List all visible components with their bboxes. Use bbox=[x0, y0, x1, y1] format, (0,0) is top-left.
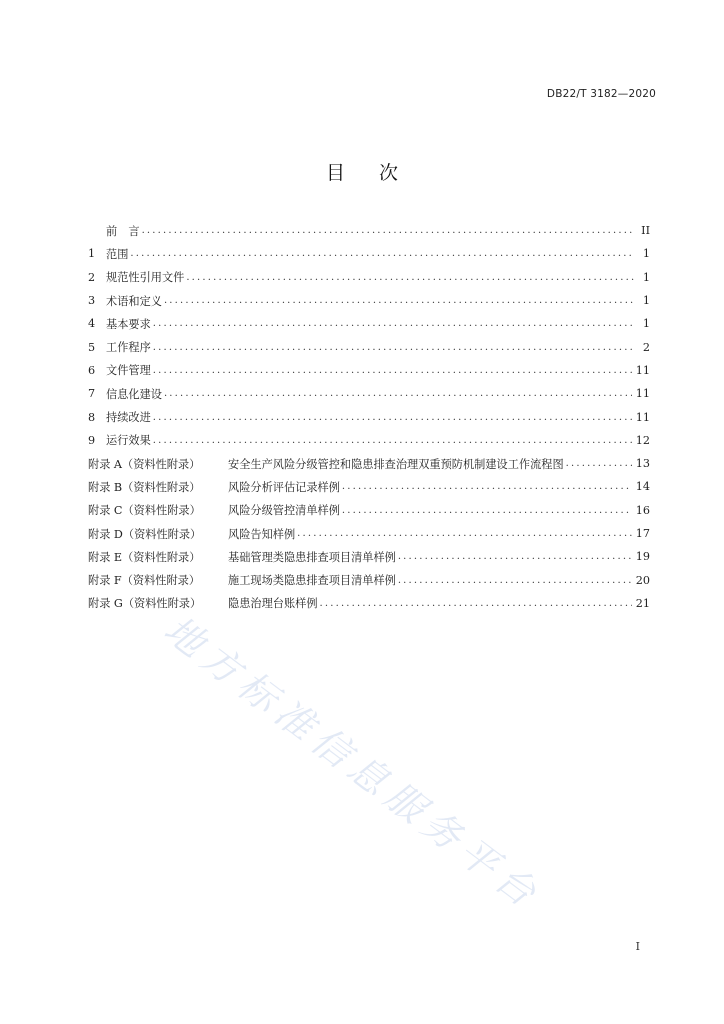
toc-leader-dots bbox=[320, 598, 632, 609]
toc-entry[interactable] bbox=[88, 568, 650, 591]
toc-entry-page: 1 bbox=[642, 270, 650, 284]
toc-entry-label: 风险分级管控清单样例 bbox=[228, 504, 340, 518]
toc-leader-dots bbox=[164, 295, 634, 306]
toc-entry[interactable] bbox=[88, 592, 650, 615]
toc-entry-label: 规范性引用文件 bbox=[106, 271, 185, 285]
toc-leader-dots bbox=[153, 318, 634, 329]
toc-title bbox=[0, 158, 724, 185]
page-number: I bbox=[635, 940, 640, 953]
toc-entry[interactable] bbox=[88, 429, 650, 452]
toc-entry-page: 2 bbox=[642, 340, 650, 354]
toc-leader-dots bbox=[153, 365, 632, 376]
toc-entry-page: 14 bbox=[635, 480, 650, 494]
toc-appendix-prefix: 附录 A（资料性附录） bbox=[88, 457, 201, 471]
toc-appendix-prefix: 附录 E（资料性附录） bbox=[88, 550, 201, 564]
toc-entry-number: 5 bbox=[88, 340, 96, 354]
toc-leader-dots bbox=[398, 551, 632, 562]
toc-entry[interactable] bbox=[88, 266, 650, 289]
toc-entry-page: 11 bbox=[635, 387, 650, 401]
toc-leader-dots bbox=[153, 435, 632, 446]
toc-entry-number: 1 bbox=[88, 247, 96, 261]
toc-entry-page: 13 bbox=[635, 457, 650, 471]
toc-entry-number: 6 bbox=[88, 363, 96, 377]
toc-leader-dots bbox=[186, 272, 634, 283]
toc-entry-label: 术语和定义 bbox=[106, 294, 162, 308]
toc-leader-dots bbox=[342, 481, 632, 492]
document-code: DB22/T 3182—2020 bbox=[546, 88, 656, 100]
toc-entry-label: 前 言 bbox=[106, 224, 140, 238]
toc-entry-label: 持续改进 bbox=[106, 411, 151, 425]
toc-leader-dots bbox=[342, 505, 632, 516]
toc-leader-dots bbox=[398, 575, 632, 586]
toc-entry-page: 1 bbox=[642, 294, 650, 308]
toc-entry[interactable] bbox=[88, 499, 650, 522]
toc-appendix-prefix: 附录 F（资料性附录） bbox=[88, 574, 201, 588]
toc-entry-label: 信息化建设 bbox=[106, 387, 162, 401]
toc-leader-dots bbox=[153, 342, 634, 353]
toc-entry-page: 1 bbox=[642, 247, 650, 261]
toc-entry[interactable] bbox=[88, 289, 650, 312]
toc-entry-page: 12 bbox=[635, 433, 650, 447]
toc-entry-label: 基本要求 bbox=[106, 317, 151, 331]
watermark: 地方标准信息服务平台 bbox=[156, 607, 550, 920]
toc-appendix-prefix: 附录 C（资料性附录） bbox=[88, 504, 201, 518]
toc-entry[interactable] bbox=[88, 545, 650, 568]
toc-entry-page: 21 bbox=[635, 596, 650, 610]
toc-entry-label: 风险告知样例 bbox=[228, 527, 296, 541]
toc-entry[interactable] bbox=[88, 219, 650, 242]
toc-entry-number: 9 bbox=[88, 433, 96, 447]
toc-entry[interactable] bbox=[88, 405, 650, 428]
toc-leader-dots bbox=[153, 412, 632, 423]
toc-entry-page: 11 bbox=[635, 410, 650, 424]
toc-title-char-1: 目 bbox=[325, 162, 345, 184]
table-of-contents bbox=[88, 219, 650, 615]
toc-leader-dots bbox=[297, 528, 632, 539]
toc-entry-number: 4 bbox=[88, 317, 96, 331]
toc-entry-number: 8 bbox=[88, 410, 96, 424]
toc-entry-page: 11 bbox=[635, 363, 650, 377]
toc-entry-label: 隐患治理台账样例 bbox=[228, 597, 318, 611]
toc-entry[interactable] bbox=[88, 312, 650, 335]
toc-entry-label: 运行效果 bbox=[106, 434, 151, 448]
toc-entry-label: 安全生产风险分级管控和隐患排查治理双重预防机制建设工作流程图 bbox=[228, 457, 564, 471]
toc-entry[interactable] bbox=[88, 359, 650, 382]
toc-entry-label: 施工现场类隐患排查项目清单样例 bbox=[228, 574, 396, 588]
toc-entry-number: 3 bbox=[88, 294, 96, 308]
toc-entry-page: 19 bbox=[635, 550, 650, 564]
toc-entry-number: 7 bbox=[88, 387, 96, 401]
toc-entry-label: 风险分析评估记录样例 bbox=[228, 480, 340, 494]
toc-leader-dots bbox=[142, 225, 634, 236]
toc-entry-page: 1 bbox=[642, 317, 650, 331]
toc-title-char-2: 次 bbox=[379, 162, 399, 184]
toc-appendix-prefix: 附录 D（资料性附录） bbox=[88, 527, 202, 541]
toc-appendix-prefix: 附录 B（资料性附录） bbox=[88, 480, 201, 494]
toc-entry[interactable] bbox=[88, 475, 650, 498]
toc-entry-number: 2 bbox=[88, 270, 96, 284]
toc-appendix-prefix: 附录 G（资料性附录） bbox=[88, 597, 202, 611]
toc-entry-page: 17 bbox=[635, 527, 650, 540]
toc-entry-page: 16 bbox=[635, 503, 650, 517]
toc-entry-label: 范围 bbox=[106, 247, 129, 261]
toc-entry-label: 工作程序 bbox=[106, 341, 151, 355]
toc-entry[interactable] bbox=[88, 382, 650, 405]
toc-leader-dots bbox=[566, 458, 632, 469]
toc-entry-label: 基础管理类隐患排查项目清单样例 bbox=[228, 550, 396, 564]
toc-entry-page: II bbox=[641, 224, 650, 238]
toc-entry-label: 文件管理 bbox=[106, 364, 151, 378]
toc-entry[interactable] bbox=[88, 242, 650, 265]
toc-entry[interactable] bbox=[88, 522, 650, 545]
toc-leader-dots bbox=[164, 388, 632, 399]
toc-entry[interactable] bbox=[88, 335, 650, 358]
toc-entry-page: 20 bbox=[635, 573, 650, 587]
toc-entry[interactable] bbox=[88, 452, 650, 475]
toc-leader-dots bbox=[130, 248, 634, 259]
